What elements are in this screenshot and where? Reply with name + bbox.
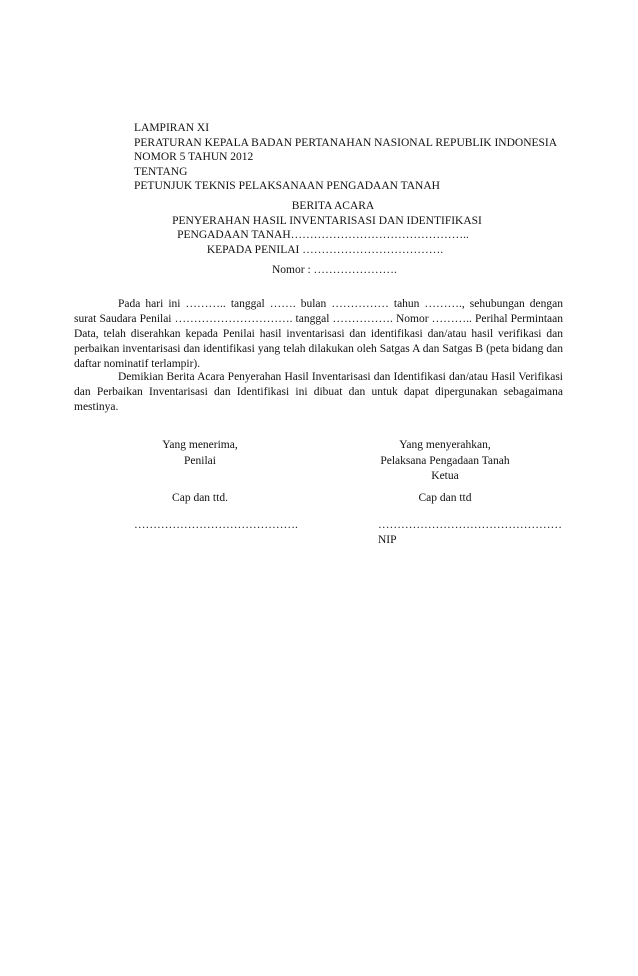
title-penyerahan: PENYERAHAN HASIL INVENTARISASI DAN IDENTIFIKASI: [172, 214, 482, 227]
title-berita-acara: BERITA ACARA: [291, 200, 375, 212]
document-header: [134, 121, 557, 194]
signature-left: [110, 438, 290, 469]
signature-left-name-line: …………………………………….: [134, 519, 298, 531]
signature-left-role: Yang menerima,: [162, 439, 238, 451]
body-paragraph-2: Demikian Berita Acara Penyerahan Hasil Inventarisasi dan Identifikasi dan/atau Hasil Verifikasi dan Perbaikan Inventarisasi dan Identifikasi ini dibuat dan untuk dapat dipergunakan sebagaimana mestinya.: [74, 371, 563, 413]
signature-right-stamp: Cap dan ttd: [418, 492, 472, 504]
header-tentang: TENTANG: [134, 165, 188, 178]
signature-right-role: Yang menyerahkan,: [399, 439, 491, 451]
signature-left-stamp: Cap dan ttd.: [172, 492, 228, 504]
signature-right-name-line: …………………………………………: [378, 519, 562, 531]
signature-right-title2: Ketua: [431, 470, 459, 482]
signature-left-title: Penilai: [184, 454, 216, 467]
header-lampiran: LAMPIRAN XI: [134, 122, 210, 134]
header-peraturan: PERATURAN KEPALA BADAN PERTANAHAN NASIONAL REPUBLIK INDONESIA: [134, 136, 558, 149]
header-petunjuk: PETUNJUK TEKNIS PELAKSANAAN PENGADAAN TANAH: [134, 180, 440, 192]
signature-right-title: Pelaksana Pengadaan Tanah: [380, 454, 510, 467]
title-kepada-penilai: KEPADA PENILAI ……………………………….: [206, 243, 444, 256]
header-nomor: NOMOR 5 TAHUN 2012: [134, 151, 254, 163]
body-paragraph-1: Pada hari ini ……….. tanggal ……. bulan …………… tahun ………., sehubungan dengan surat Saudara Penilai …………………………. tanggal ……………. Nomor ……….. Perihal Permintaan Data, telah diserahkan kepada Penilai hasil inventarisasi dan identifikasi dan/atau hasil verifikasi dan perbaikan inventarisasi dan identifikasi yang telah dilakukan oleh Satgas A dan Satgas B (peta bidang dan daftar nominatif terlampir).: [74, 298, 563, 370]
document-title: [0, 199, 638, 257]
nomor-line: Nomor : ………………….: [272, 264, 397, 276]
title-pengadaan-tanah: PENGADAAN TANAH………………………………………..: [177, 229, 469, 241]
signature-right-nip: NIP: [378, 534, 397, 546]
signature-right: [345, 438, 545, 485]
